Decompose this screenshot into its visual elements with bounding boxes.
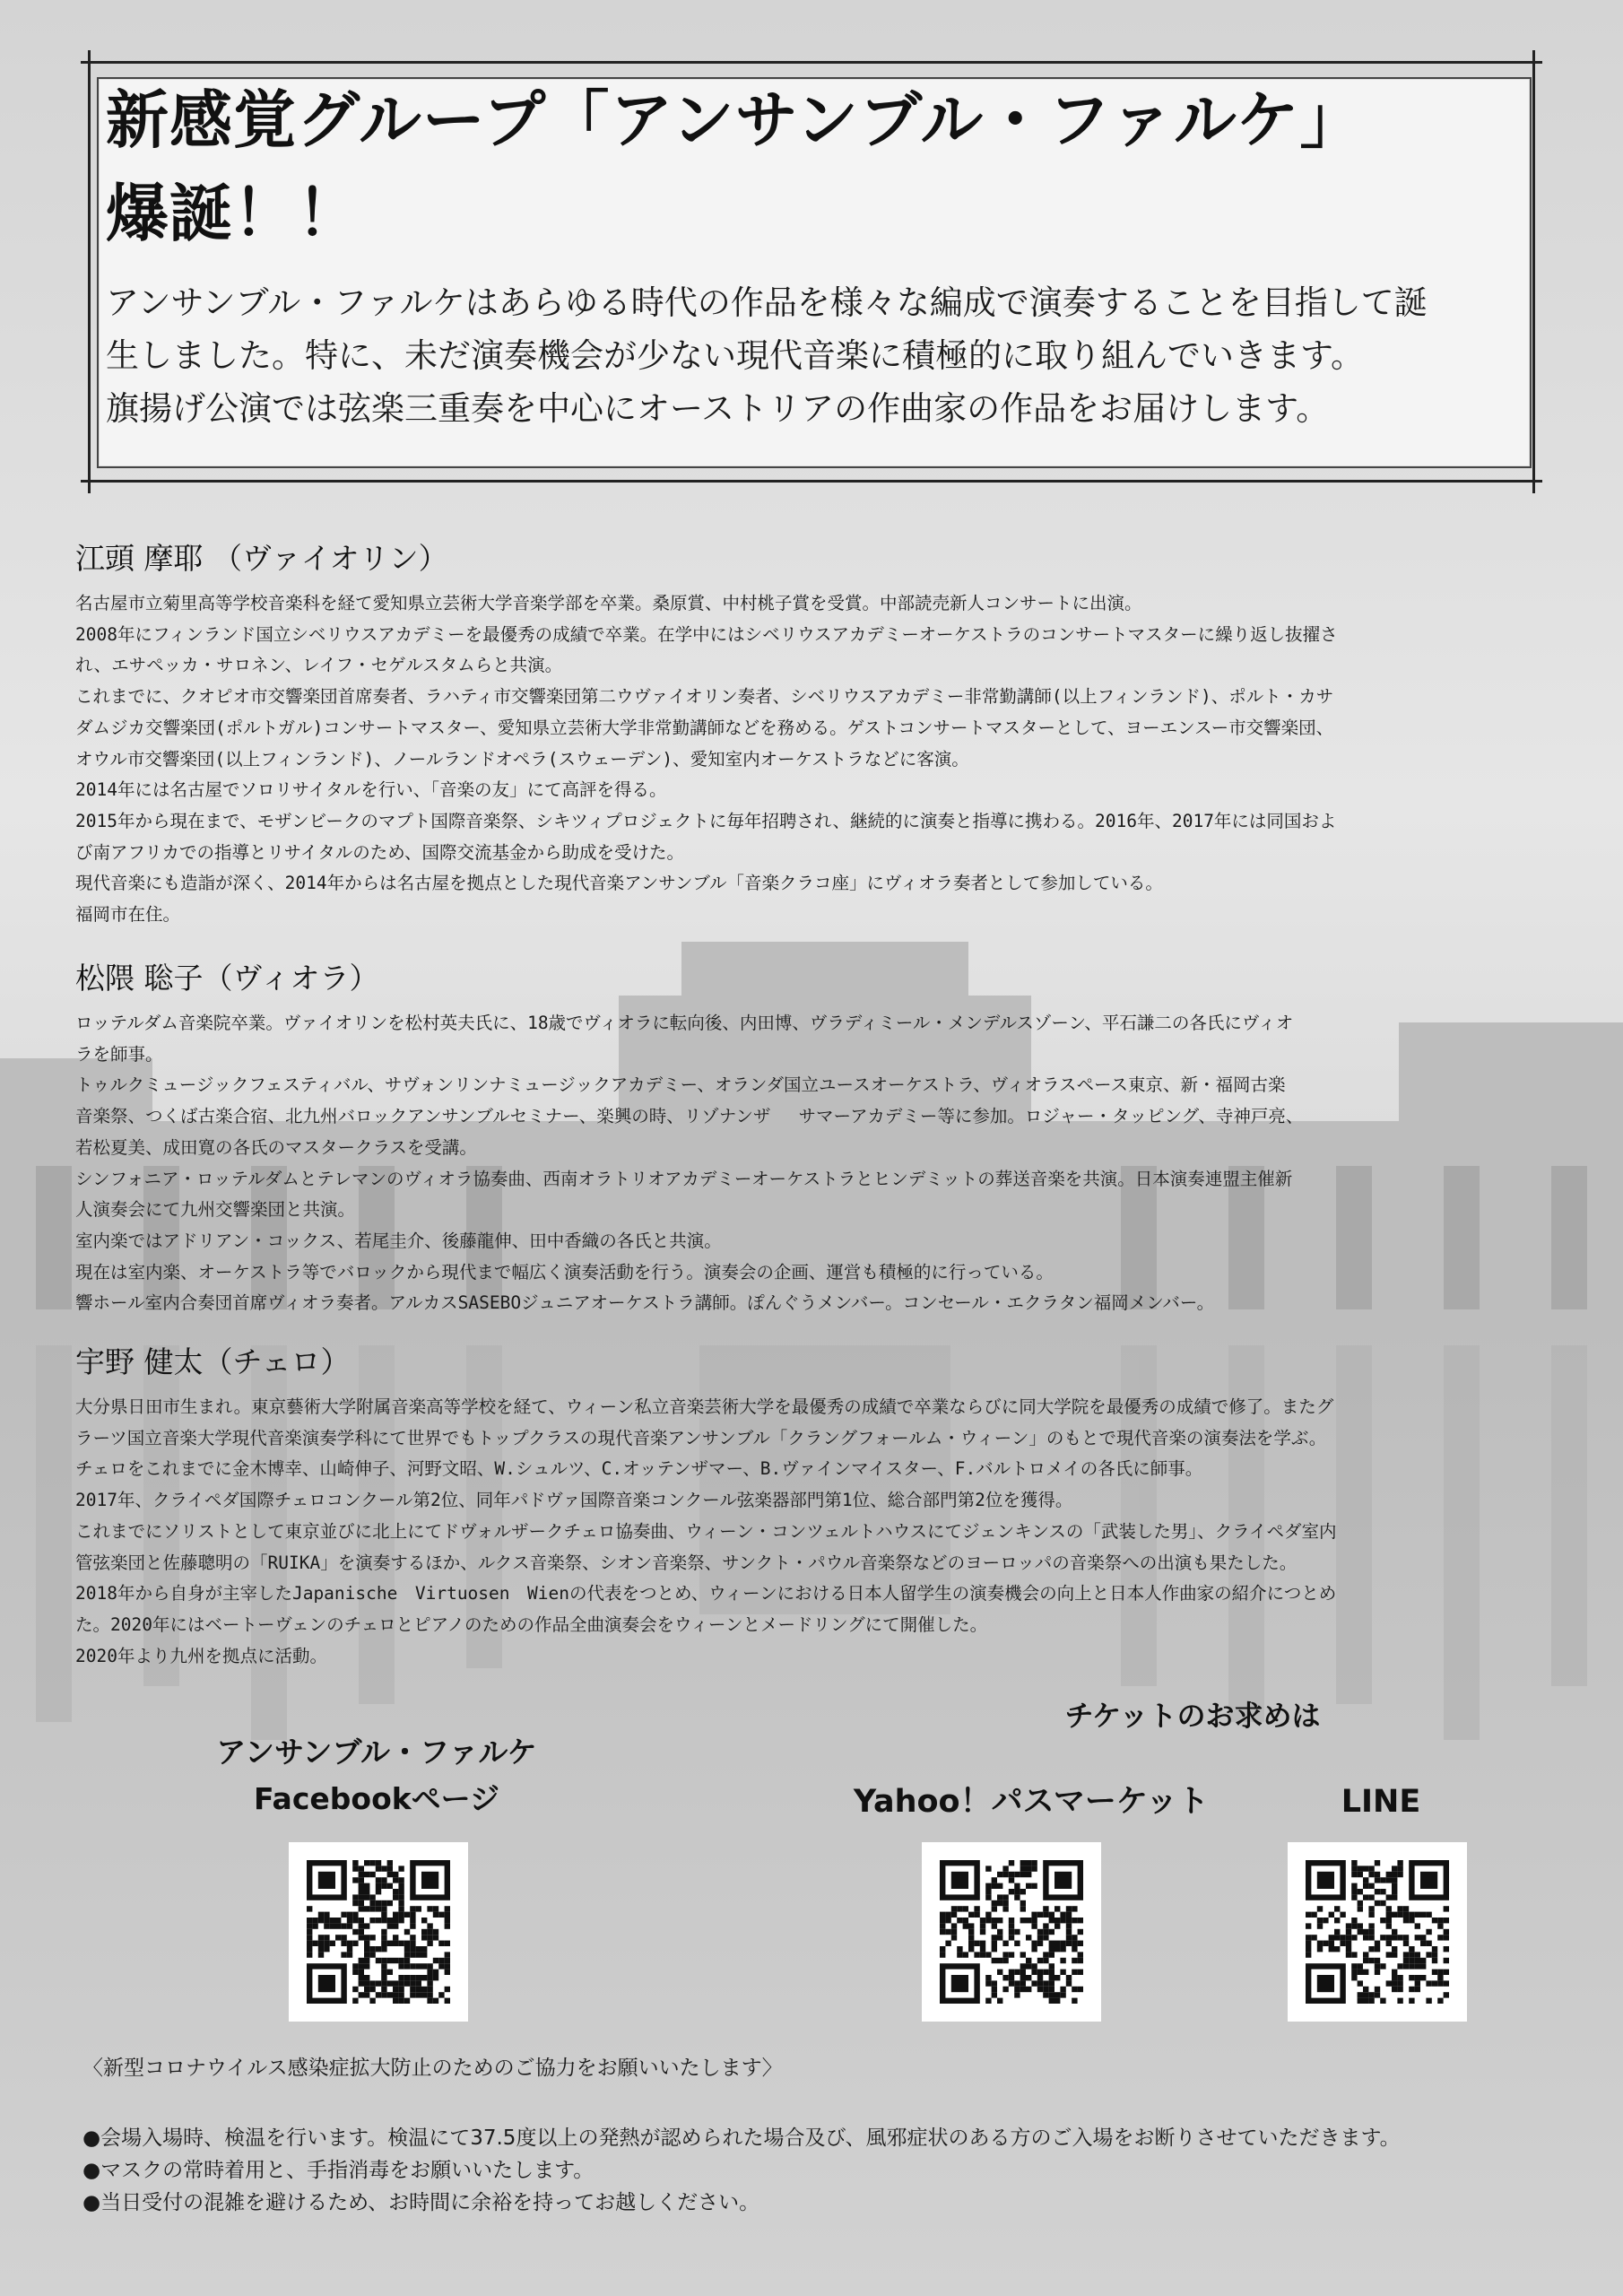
covid-notice bbox=[82, 2054, 1589, 2219]
bio-line: これまでに、クオピオ市交響楽団首席奏者、ラハティ市交響楽団第二ウヴァイオリン奏者、シベリウスアカデミー非常勤講師(以上フィンランド)、ポルト・カサ bbox=[75, 686, 1334, 708]
line-label: LINE bbox=[1341, 1784, 1421, 1820]
line-qr-code[interactable] bbox=[1288, 1842, 1467, 2022]
headline-line-2: 爆誕！！ bbox=[106, 176, 360, 250]
bio-cello bbox=[75, 1342, 1474, 1672]
notice-title: 〈新型コロナウイルス感染症拡大防止のためのご協力をお願いいたします〉 bbox=[82, 2057, 783, 2080]
headline bbox=[106, 74, 1451, 260]
bio-line: 人演奏会にて九州交響楽団と共演。 bbox=[75, 1199, 356, 1221]
bio-line: 現在は室内楽、オーケストラ等でバロックから現代まで幅広く演奏活動を行う。演奏会の企画、運営も積極的に行っている。 bbox=[75, 1261, 1054, 1283]
bio-line: ロッテルダム音楽院卒業。ヴァイオリンを松村英夫氏に、18歳でヴィオラに転向後、内田博、ヴラディミール・メンデルスゾーン、平石謙二の各氏にヴィオ bbox=[75, 1013, 1294, 1033]
bio-line: これまでにソリストとして東京並びに北上にてドヴォルザークチェロ協奏曲、ウィーン・コンツェルトハウスにてジェンキンスの「武装した男」、クライペダ室内 bbox=[75, 1520, 1337, 1542]
bio-line: 響ホール室内合奏団首席ヴィオラ奏者。アルカスSASEBOジュニアオーケストラ講師。ぽんぐうメンバー。コンセール・エクラタン福岡メンバー。 bbox=[75, 1292, 1215, 1314]
bio-line: 現代音楽にも造詣が深く、2014年からは名古屋を拠点とした現代音楽アンサンブル「音楽クラコ座」にヴィオラ奏者として参加している。 bbox=[75, 873, 1163, 894]
bio-line: オウル市交響楽団(以上フィンランド)、ノールランドオペラ(スウェーデン)、愛知室内オーケストラなどに客演。 bbox=[75, 748, 969, 770]
notice-item: ●会場入場時、検温を行います。検温にて37.5度以上の発熱が認められた場合及び、風邪症状のある方のご入場をお断りさせていただきます。 bbox=[82, 2126, 1401, 2150]
facebook-label-line-2: Facebookページ bbox=[253, 1781, 500, 1816]
tickets-title: チケットのお求めは bbox=[1064, 1699, 1321, 1733]
bio-line: 2014年には名古屋でソロリサイタルを行い、「音楽の友」にて高評を得る。 bbox=[75, 779, 667, 801]
bio-line: た。2020年にはベートーヴェンのチェロとピアノのための作品全曲演奏会をウィーンとメードリングにて開催した。 bbox=[75, 1613, 988, 1635]
bio-line: 名古屋市立菊里高等学校音楽科を経て愛知県立芸術大学音楽学部を卒業。桑原賞、中村桃子賞を受賞。中部読売新人コンサートに出演。 bbox=[75, 593, 1142, 613]
notice-item: ●マスクの常時着用と、手指消毒をお願いいたします。 bbox=[82, 2159, 595, 2182]
bio-line: ラを師事。 bbox=[75, 1043, 163, 1065]
bio-line: 2015年から現在まで、モザンビークのマプト国際音楽祭、シキツィプロジェクトに毎年招聘され、継続的に演奏と指導に携わる。2016年、2017年には同国およ bbox=[75, 810, 1337, 831]
bio-name-viola: 松隈 聡子（ヴィオラ） bbox=[75, 961, 379, 996]
bio-line: 2017年、クライペダ国際チェロコンクール第2位、同年パドヴァ国際音楽コンクール弦楽器部門第1位、総合部門第2位を獲得。 bbox=[75, 1490, 1073, 1511]
facebook-label bbox=[179, 1729, 574, 1822]
yahoo-passmarket-qr-code[interactable] bbox=[922, 1842, 1101, 2022]
bio-line: 福岡市在住。 bbox=[75, 904, 181, 926]
bio-line: 音楽祭、つくば古楽合宿、北九州バロックアンサンブルセミナー、楽興の時、リゾナンザ サマーアカデミー等に参加。ロジャー・タッピング、寺神戸亮、 bbox=[75, 1106, 1304, 1127]
bio-line: 2018年から自身が主宰したJapanische Virtuosen Wienの代表をつとめ、ウィーンにおける日本人留学生の演奏機会の向上と日本人作曲家の紹介につとめ bbox=[75, 1583, 1337, 1605]
bio-line: れ、エサペッカ・サロネン、レイフ・セゲルスタムらと共演。 bbox=[75, 655, 563, 676]
bio-line: チェロをこれまでに金木博幸、山崎伸子、河野文昭、W.シュルツ、C.オッテンザマー、B.ヴァインマイスター、F.バルトロメイの各氏に師事。 bbox=[75, 1458, 1203, 1480]
bio-line: 2008年にフィンランド国立シベリウスアカデミーを最優秀の成績で卒業。在学中にはシベリウスアカデミーオーケストラのコンサートマスターに繰り返し抜擢さ bbox=[75, 623, 1338, 645]
bio-name-cello: 宇野 健太（チェロ） bbox=[75, 1344, 351, 1379]
intro-text bbox=[106, 276, 1532, 435]
notice-item: ●当日受付の混雑を避けるため、お時間に余裕を持ってお越しください。 bbox=[82, 2191, 760, 2214]
bio-line: 若松夏美、成田寛の各氏のマスタークラスを受講。 bbox=[75, 1136, 477, 1158]
yahoo-passmarket-label: Yahoo！パスマーケット bbox=[853, 1784, 1210, 1820]
facebook-label-line-1: アンサンブル・ファルケ bbox=[216, 1735, 537, 1770]
frame-left-line bbox=[88, 50, 91, 493]
bio-line: トゥルクミュージックフェスティバル、サヴォンリンナミュージックアカデミー、オランダ国立ユースオーケストラ、ヴィオラスペース東京、新・福岡古楽 bbox=[75, 1074, 1286, 1096]
bio-line: シンフォニア・ロッテルダムとテレマンのヴィオラ協奏曲、西南オラトリオアカデミーオーケストラとヒンデミットの葬送音楽を共演。日本演奏連盟主催新 bbox=[75, 1168, 1293, 1189]
intro-line-1: アンサンブル・ファルケはあらゆる時代の作品を様々な編成で演奏することを目指して誕 bbox=[106, 283, 1428, 322]
intro-line-2: 生しました。特に、未だ演奏機会が少ない現代音楽に積極的に取り組んでいきます。 bbox=[106, 336, 1365, 375]
intro-line-3: 旗揚げ公演では弦楽三重奏を中心にオーストリアの作曲家の作品をお届けします。 bbox=[106, 389, 1330, 428]
frame-bottom-line bbox=[81, 480, 1542, 483]
bio-viola bbox=[75, 958, 1474, 1319]
bio-violin bbox=[75, 538, 1474, 931]
notice-list bbox=[82, 2122, 1589, 2219]
facebook-qr-code[interactable] bbox=[289, 1842, 468, 2022]
frame-top-line bbox=[81, 61, 1542, 64]
bio-name-violin: 江頭 摩耶 （ヴァイオリン） bbox=[75, 541, 448, 576]
bio-line: 大分県日田市生まれ。東京藝術大学附属音楽高等学校を経て、ウィーン私立音楽芸術大学を最優秀の成績で卒業ならびに同大学院を最優秀の成績で修了。またグ bbox=[75, 1396, 1334, 1417]
bio-line: 管弦楽団と佐藤聰明の「RUIKA」を演奏するほか、ルクス音楽祭、シオン音楽祭、サンクト・パウル音楽祭などのヨーロッパの音楽祭への出演も果たした。 bbox=[75, 1552, 1298, 1573]
bio-line: 室内楽ではアドリアン・コックス、若尾圭介、後藤龍伸、田中香織の各氏と共演。 bbox=[75, 1230, 722, 1251]
bio-line: 2020年より九州を拠点に活動。 bbox=[75, 1645, 327, 1666]
bio-line: び南アフリカでの指導とリサイタルのため、国際交流基金から助成を受けた。 bbox=[75, 841, 684, 863]
bio-line: ラーツ国立音楽大学現代音楽演奏学科にて世界でもトップクラスの現代音楽アンサンブル「クラングフォールム・ウィーン」のもとで現代音楽の演奏法を学ぶ。 bbox=[75, 1427, 1327, 1448]
headline-line-1: 新感覚グループ「アンサンブル・ファルケ」 bbox=[106, 83, 1364, 157]
bio-line: ダムジカ交響楽団(ポルトガル)コンサートマスター、愛知県立芸術大学非常勤講師などを務める。ゲストコンサートマスターとして、ヨーエンスー市交響楽団、 bbox=[75, 717, 1334, 738]
frame-right-line bbox=[1532, 50, 1535, 493]
